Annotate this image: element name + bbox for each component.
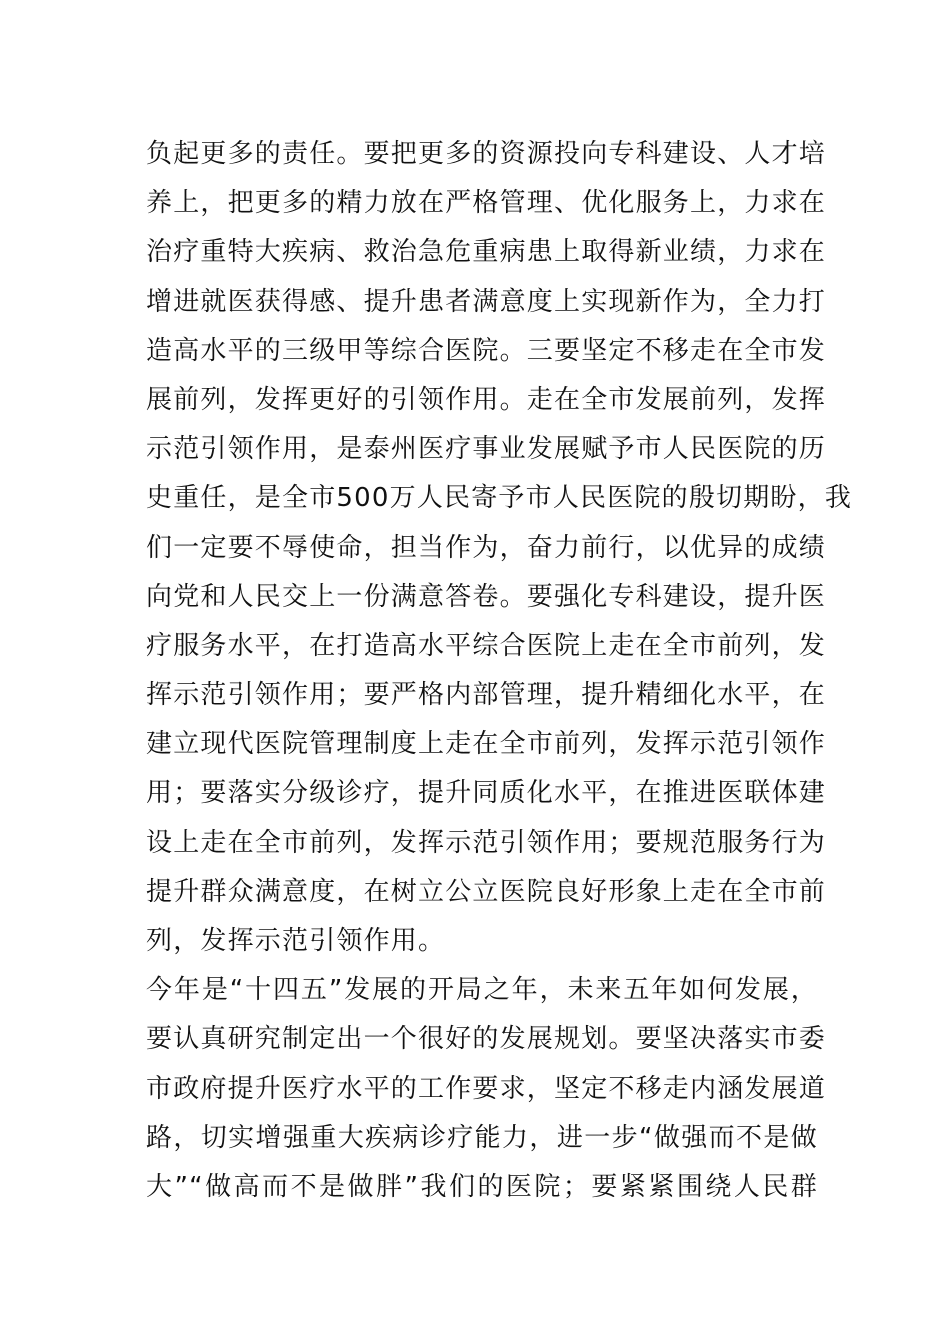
text-line: 挥示范引领作用；要严格内部管理，提升精细化水平，在 [146, 680, 827, 711]
text-line: 们一定要不辱使命，担当作为，奋力前行，以优异的成绩 [146, 532, 827, 563]
text-line: 向党和人民交上一份满意答卷。要强化专科建设，提升医 [146, 581, 827, 612]
text-line: 展前列，发挥更好的引领作用。走在全市发展前列，发挥 [146, 384, 827, 415]
text-line: 负起更多的责任。要把更多的资源投向专科建设、人才培 [146, 139, 827, 169]
body-text [146, 130, 853, 1212]
text-line: 提升群众满意度，在树立公立医院良好形象上走在全市前 [146, 876, 827, 907]
text-line: 疗服务水平，在打造高水平综合医院上走在全市前列，发 [146, 630, 827, 661]
text-line: 造高水平的三级甲等综合医院。三要坚定不移走在全市发 [146, 335, 827, 366]
text-line: 设上走在全市前列，发挥示范引领作用；要规范服务行为 [146, 827, 827, 858]
text-line: 路，切实增强重大疾病诊疗能力，进一步“做强而不是做 [146, 1122, 818, 1153]
text-line: 治疗重特大疾病、救治急危重病患上取得新业绩，力求在 [146, 237, 827, 268]
text-line: 史重任，是全市500万人民寄予市人民医院的殷切期盼，我 [146, 483, 853, 514]
text-line: 要认真研究制定出一个很好的发展规划。要坚决落实市委 [146, 1024, 827, 1055]
text-line: 市政府提升医疗水平的工作要求，坚定不移走内涵发展道 [146, 1073, 827, 1104]
text-line: 建立现代医院管理制度上走在全市前列，发挥示范引领作 [146, 729, 827, 760]
text-line: 列，发挥示范引领作用。 [146, 926, 446, 956]
text-line: 用；要落实分级诊疗，提升同质化水平，在推进医联体建 [146, 778, 827, 809]
text-line: 今年是“十四五”发展的开局之年，未来五年如何发展， [146, 975, 818, 1006]
text-line: 示范引领作用，是泰州医疗事业发展赋予市人民医院的历 [146, 434, 827, 465]
text-line: 增进就医获得感、提升患者满意度上实现新作为，全力打 [146, 286, 827, 317]
text-line: 养上，把更多的精力放在严格管理、优化服务上，力求在 [146, 188, 827, 219]
text-line: 大”“做高而不是做胖”我们的医院；要紧紧围绕人民群 [146, 1171, 818, 1202]
